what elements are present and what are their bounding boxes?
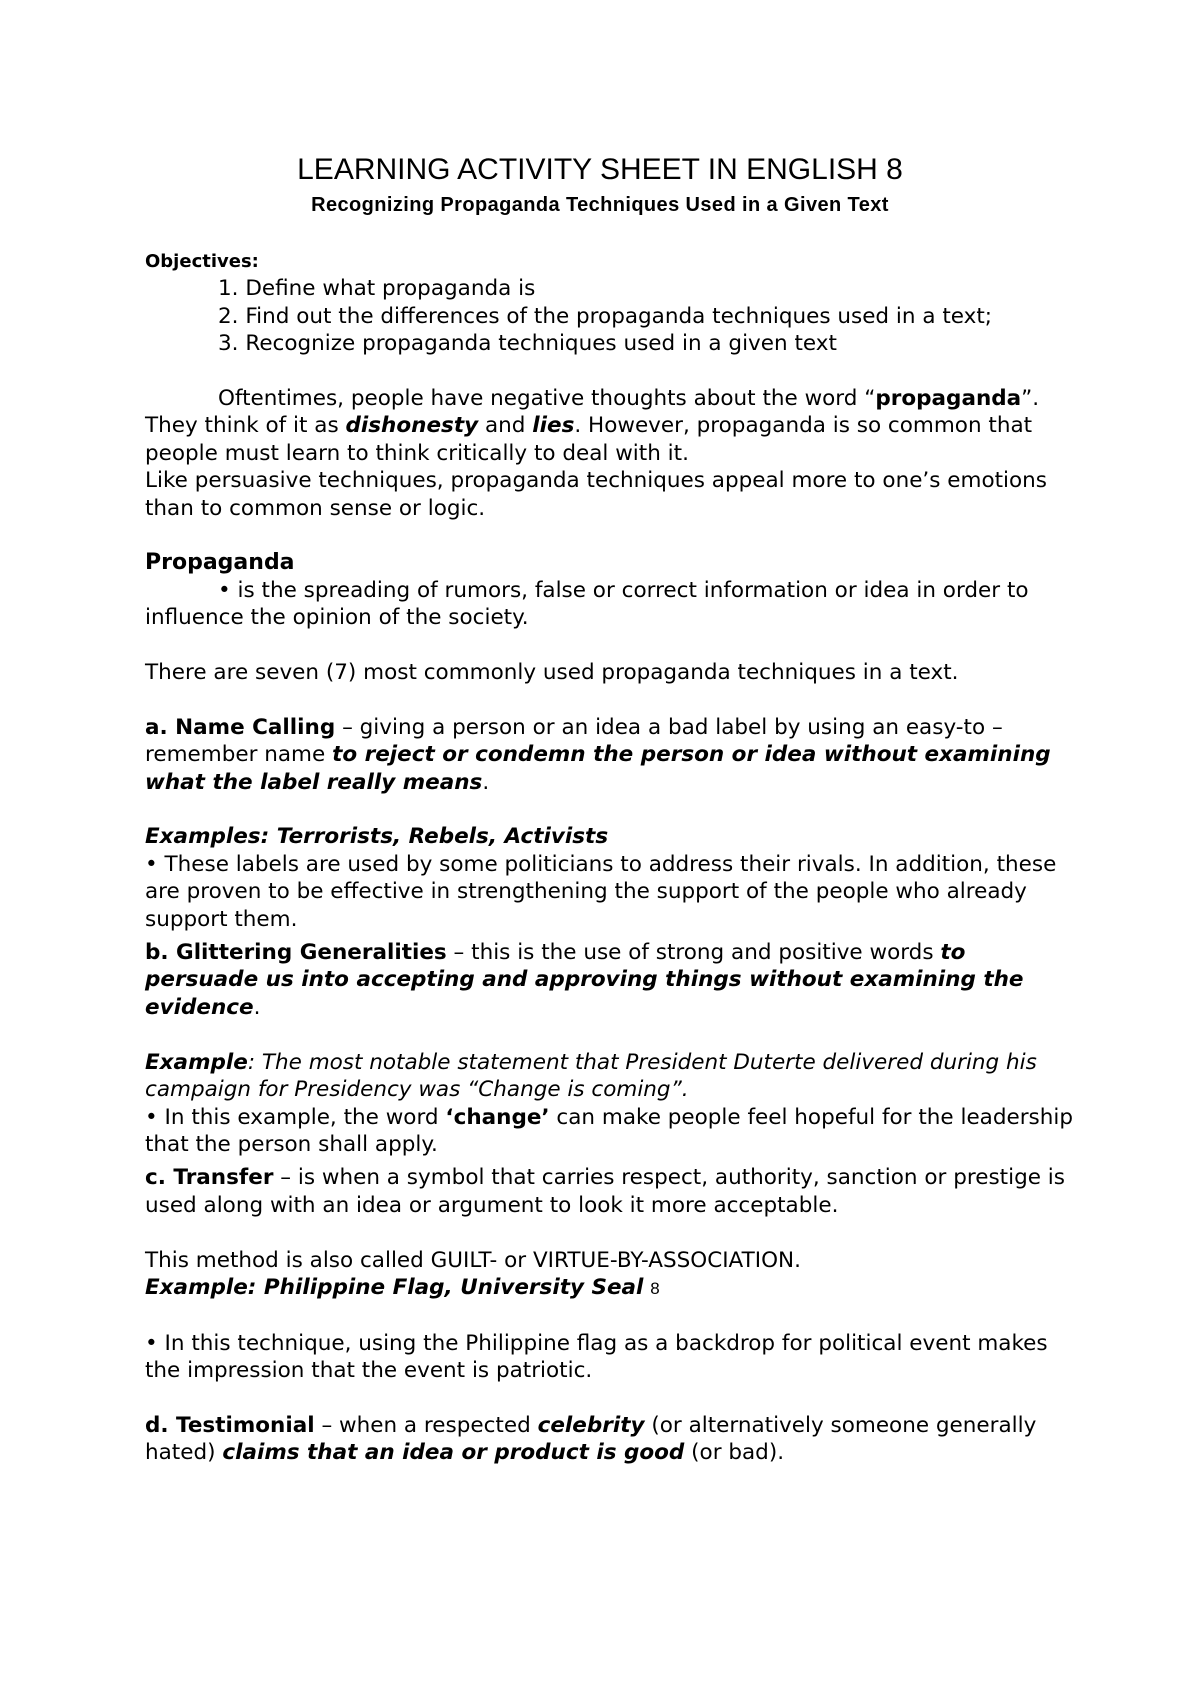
objectives-label: Objectives: xyxy=(145,251,259,272)
technique-testimonial: d. Testimonial – when a respected celebrity (or alternatively someone generally hated) claims that an idea or product is good (or bad). xyxy=(145,1412,1037,1466)
techniques-count-text: There are seven (7) most commonly used propaganda techniques in a text. xyxy=(145,660,959,686)
objective-item: 1. Define what propaganda is xyxy=(218,276,536,302)
page-number: 8 xyxy=(650,1278,660,1298)
technique-glittering-generalities: b. Glittering Generalities – this is the use of strong and positive words to persuade us into accepting and approving things without examining the evidence. xyxy=(145,940,1024,1020)
glittering-example: Example: The most notable statement that President Duterte delivered during his campaign for Presidency was “Change is coming”. xyxy=(145,1049,1037,1103)
propaganda-heading: Propaganda xyxy=(145,550,295,576)
page-subtitle: Recognizing Propaganda Techniques Used in a Given Text xyxy=(311,194,889,216)
technique-name-calling: a. Name Calling – giving a person or an idea a bad label by using an easy-to – remember name to reject or condemn the person or idea without examining what the label really means. xyxy=(145,714,1051,795)
technique-transfer: c. Transfer – is when a symbol that carries respect, authority, sanction or prestige is used along with an idea or argument to look it more acceptable. xyxy=(145,1165,1065,1218)
transfer-bullet: • In this technique, using the Philippine flag as a backdrop for political event makes the impression that the event is patriotic. xyxy=(145,1330,1048,1384)
name-calling-examples: Examples: Terrorists, Rebels, Activists xyxy=(145,824,609,850)
intro-paragraph: Oftentimes, people have negative thoughts about the word “propaganda”. They think of it as dishonesty and lies. However, propaganda is so common that people must learn to think critically to deal with it. xyxy=(145,386,1040,466)
document-body xyxy=(145,248,1075,1467)
transfer-example: Example: Philippine Flag, University Seal 8 xyxy=(145,1274,660,1300)
intro-paragraph-2: Like persuasive techniques, propaganda techniques appeal more to one’s emotions than to common sense or logic. xyxy=(145,468,1048,521)
glittering-bullet: • In this example, the word ‘change’ can make people feel hopeful for the leadership that the person shall apply. xyxy=(145,1104,1074,1157)
page-title: LEARNING ACTIVITY SHEET IN ENGLISH 8 xyxy=(297,153,903,186)
objective-item: 3. Recognize propaganda techniques used in a given text xyxy=(218,331,837,357)
propaganda-definition: • is the spreading of rumors, false or correct information or idea in order to influence the opinion of the society. xyxy=(145,577,1029,631)
transfer-also-called: This method is also called GUILT- or VIRTUE-BY-ASSOCIATION. xyxy=(145,1247,801,1273)
name-calling-bullet: • These labels are used by some politicians to address their rivals. In addition, these are proven to be effective in strengthening the support of the people who already support them. xyxy=(145,851,1057,932)
objective-item: 2. Find out the differences of the propaganda techniques used in a text; xyxy=(218,303,993,329)
